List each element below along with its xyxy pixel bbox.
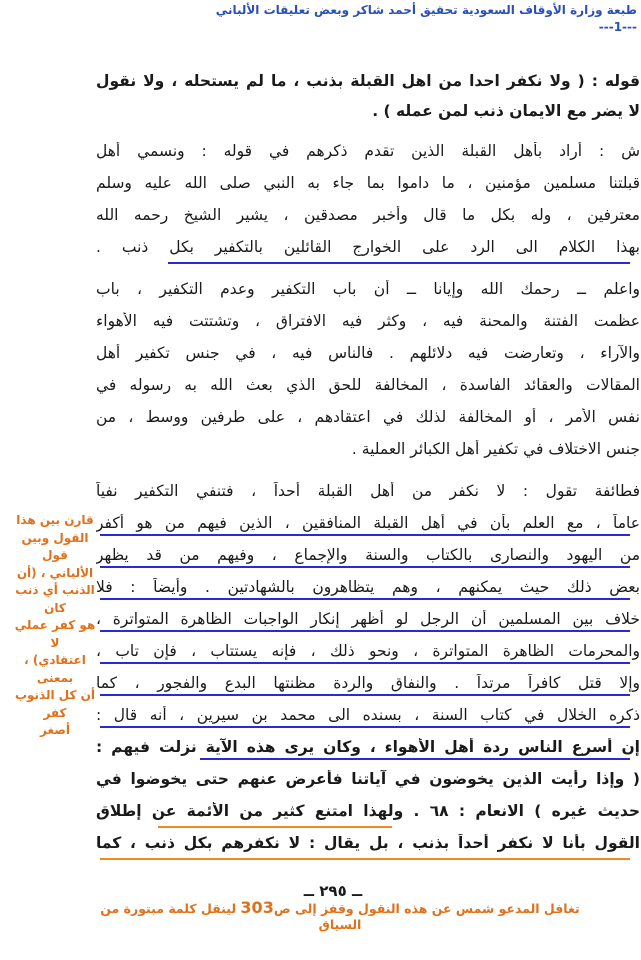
text-line: عاماً ، مع العلم بأن في أهل القبلة المنافقين ، الذين فيهم من هو أكفر: [96, 514, 640, 532]
margin-annotation: [10, 512, 100, 740]
blue-underline: [200, 758, 630, 760]
text-line: جنس الاختلاف في تكفير أهل الكبائر العملية .: [351, 440, 640, 458]
footnote-text-after: لينقل كلمة مبتورة من السياق: [100, 901, 362, 932]
text-line: حديث غيره ) الانعام : ٦٨ . ولهذا امتنع كثير من الأئمة عن إطلاق: [96, 802, 640, 820]
text-line: ش : أراد بأهل القبلة الذين تقدم ذكرهم في قوله : ونسمي أهل: [96, 142, 640, 160]
page-number: ــ ٢٩٥ ــ: [303, 882, 363, 900]
text-line: المقالات والعقائد الفاسدة ، المخالفة للحق الذي بعث الله به رسوله في: [96, 376, 640, 394]
header-title: طبعة وزارة الأوقاف السعودية تحقيق أحمد شاكر وبعض تعليقات الألباني: [215, 3, 637, 17]
text-line: قبلتنا مسلمين مؤمنين ، ما داموا بما جاء به النبي صلى الله عليه وسلم: [96, 174, 640, 192]
header-page-marker: ---1---: [598, 20, 637, 34]
annotation-line: أن كل الذنوب كفر: [14, 688, 96, 720]
text-line: فطائفة تقول : لا نكفر من أهل القبلة أحداً ، فتنفي التكفير نفياً: [96, 482, 640, 500]
footnote-text-before: تغافل المدعو شمس عن هذه النقول وقفز إلى ص: [273, 901, 580, 916]
text-line: إن أسرع الناس ردة أهل الأهواء ، وكان يرى هذه الآية نزلت فيهم :: [96, 738, 640, 756]
text-line: لا يضر مع الايمان ذنب لمن عمله ) .: [372, 102, 640, 120]
annotation-line: الذنب أي ذنب كان: [15, 583, 95, 615]
blue-underline: [100, 662, 630, 664]
blue-underline: [100, 630, 630, 632]
text-line: نفس الأمر ، أو المخالفة لذلك في اعتقادهم ، على طرفين ووسط ، من: [96, 408, 640, 426]
text-line: القول بأنا لا نكفر أحداً بذنب ، بل يقال : لا نكفرهم بكل ذنب ، كما: [96, 834, 640, 852]
text-line: ذكره الخلال في كتاب السنة ، بسنده الى محمد بن سيرين ، أنه قال :: [96, 706, 640, 724]
blue-underline: [100, 598, 630, 600]
text-line: واعلم ــ رحمك الله وإيانا ــ أن باب التكفير وعدم التكفير ، باب: [96, 280, 640, 298]
text-line: من اليهود والنصارى بالكتاب والسنة والإجماع ، وفيهم من قد يظهر: [96, 546, 640, 564]
text-line: وإلا قتل كافراً مرتداً . والنفاق والردة مظنتها البدع والفجور ، كما: [96, 674, 640, 692]
text-line: قوله : ( ولا نكفر احدا من اهل القبلة بذنب ، ما لم يستحله ، ولا نقول: [96, 72, 640, 90]
orange-underline: [158, 826, 392, 828]
orange-underline: [100, 858, 630, 860]
annotation-line: اعتقادي) ، بمعنى: [24, 653, 86, 685]
blue-underline: [100, 726, 630, 728]
text-line: ( وإذا رأيت الذين يخوضون في آياتنا فأعرض عنهم حتى يخوضوا في: [96, 770, 640, 788]
annotation-line: قارن بين هذا: [16, 513, 94, 527]
text-line: معترفين ، وله بكل ما قال وأخبر مصدقين ، يشير الشيخ رحمه الله: [96, 206, 640, 224]
blue-underline: [168, 262, 630, 264]
annotation-line: القول وبين قول: [21, 530, 89, 562]
text-line: والآراء ، وتعارضت فيه دلائلهم . فالناس فيه ، في جنس تكفير أهل: [96, 344, 640, 362]
footnote-page-ref: 303: [240, 898, 274, 917]
blue-underline: [100, 694, 630, 696]
text-line: عظمت الفتنة والمحنة فيه ، وكثر فيه الافتراق ، وتشتتت فيه الأهواء: [96, 312, 640, 330]
text-line: خلاف بين المسلمين أن الرجل لو أظهر إنكار الواجبات الظاهرة المتواترة ،: [96, 610, 640, 628]
text-line: والمحرمات الظاهرة المتواترة ، ونحو ذلك ، فإنه يستتاب ، فإن تاب ،: [96, 642, 640, 660]
text-line: بعض ذلك حيث يمكنهم ، وهم يتظاهرون بالشهادتين . وأيضاً : فلا: [96, 578, 640, 596]
annotation-line: أصغر: [40, 723, 70, 737]
blue-underline: [100, 566, 630, 568]
annotation-line: هو كفر عملي لا: [14, 618, 96, 650]
blue-underline: [100, 534, 630, 536]
text-line: بهذا الكلام الى الرد على الخوارج القائلين بالتكفير بكل ذنب .: [96, 238, 640, 256]
annotation-line: الألباني ، (أن: [16, 565, 94, 580]
footnote-annotation: [80, 898, 600, 932]
page-header: [37, 2, 637, 36]
